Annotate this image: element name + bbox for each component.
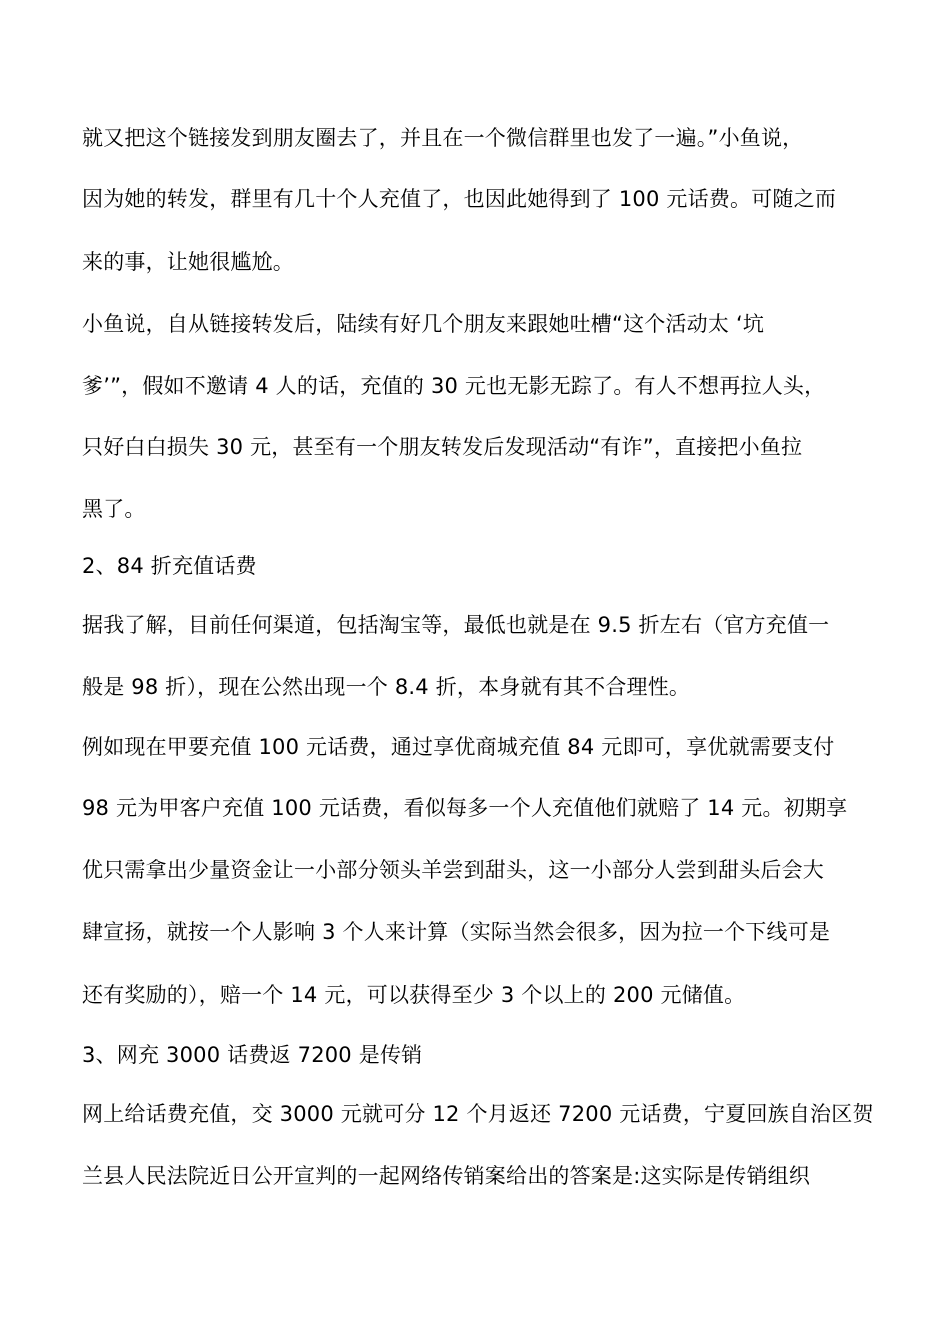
text-line: 只好白白损失 30 元，甚至有一个朋友转发后发现活动“有诈”，直接把小鱼拉 — [82, 435, 803, 459]
section-heading: 3、网充 3000 话费返 7200 是传销 — [82, 1043, 423, 1067]
text-line: 来的事，让她很尴尬。 — [82, 250, 294, 274]
text-line: 黑了。 — [82, 497, 146, 521]
text-line: 据我了解，目前任何渠道，包括淘宝等，最低也就是在 9.5 折左右（官方充值一 — [82, 613, 830, 637]
text-line: 优只需拿出少量资金让一小部分领头羊尝到甜头，这一小部分人尝到甜头后会大 — [82, 858, 824, 882]
text-line: 就又把这个链接发到朋友圈去了，并且在一个微信群里也发了一遍。”小鱼说， — [82, 126, 804, 150]
text-line: 98 元为甲客户充值 100 元话费，看似每多一个人充值他们就赔了 14 元。初期享 — [82, 796, 848, 820]
text-line: 因为她的转发，群里有几十个人充值了，也因此她得到了 100 元话费。可随之而 — [82, 187, 837, 211]
text-line: 兰县人民法院近日公开宣判的一起网络传销案给出的答案是:这实际是传销组织 — [82, 1164, 811, 1188]
section-heading: 2、84 折充值话费 — [82, 554, 257, 578]
text-line: 肆宣扬，就按一个人影响 3 个人来计算（实际当然会很多，因为拉一个下线可是 — [82, 920, 831, 944]
text-line: 小鱼说，自从链接转发后，陆续有好几个朋友来跟她吐槽“这个活动太 ‘坑 — [82, 312, 765, 336]
text-line: 例如现在甲要充值 100 元话费，通过享优商城充值 84 元即可，享优就需要支付 — [82, 735, 835, 759]
text-line: 般是 98 折），现在公然出现一个 8.4 折，本身就有其不合理性。 — [82, 675, 691, 699]
text-line: 网上给话费充值，交 3000 元就可分 12 个月返还 7200 元话费，宁夏回族自治区贺 — [82, 1102, 874, 1126]
text-line: 还有奖励的），赔一个 14 元，可以获得至少 3 个以上的 200 元储值。 — [82, 983, 746, 1007]
text-line: 爹’”，假如不邀请 4 人的话，充值的 30 元也无影无踪了。有人不想再拉人头， — [82, 374, 826, 398]
